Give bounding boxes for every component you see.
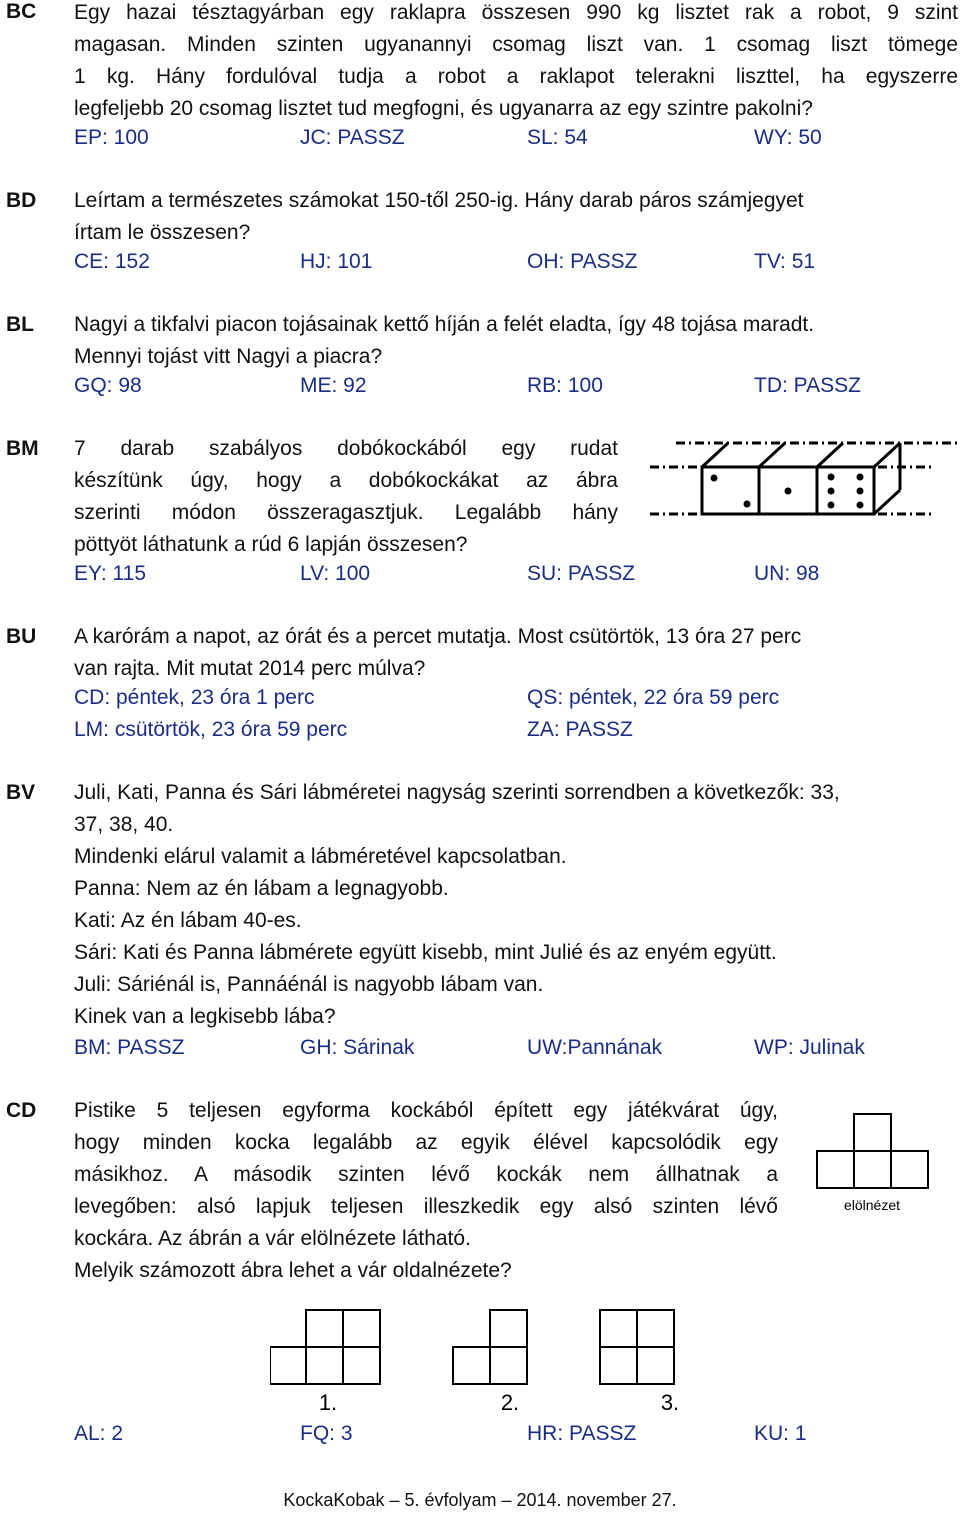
- cube-square: [306, 1310, 343, 1347]
- text-line: hogy minden kocka legalább az egyik élével kapcsolódik egy: [74, 1131, 778, 1154]
- dice-edge: [702, 443, 728, 467]
- figure-label-2: 2.: [500, 1390, 520, 1415]
- answer-option[interactable]: ME: 92: [300, 374, 367, 397]
- text-line: Leírtam a természetes számokat 150-től 250-ig. Hány darab páros számjegyet: [74, 189, 804, 212]
- text-line: Melyik számozott ábra lehet a vár oldalnézete?: [74, 1259, 512, 1282]
- cube-square: [343, 1310, 380, 1347]
- text-line: levegőben: alsó lapjuk teljesen illeszkedik egy alsó szinten lévő: [74, 1195, 778, 1218]
- answer-option[interactable]: EP: 100: [74, 126, 149, 149]
- dice-pip: [828, 488, 835, 495]
- answer-option[interactable]: SL: 54: [527, 126, 588, 149]
- answer-option[interactable]: WY: 50: [754, 126, 822, 149]
- answer-options-bv: [74, 1036, 954, 1068]
- text-line: 1 kg. Hány fordulóval tudja a robot a raklapot telerakni liszttel, ha egyszerre: [74, 65, 958, 88]
- front-view-label: elölnézet: [843, 1197, 901, 1213]
- problem-text-cd: [74, 1095, 778, 1287]
- answer-option[interactable]: TD: PASSZ: [754, 374, 861, 397]
- cube-square: [854, 1151, 891, 1188]
- dice-edge: [759, 443, 785, 467]
- text-line: 7 darab szabályos dobókockából egy rudat: [74, 437, 618, 460]
- text-line: Juli, Kati, Panna és Sári lábméretei nagyság szerinti sorrendben a következők: 33,: [74, 781, 840, 804]
- answer-option[interactable]: UN: 98: [754, 562, 820, 585]
- answer-option[interactable]: HR: PASSZ: [527, 1422, 637, 1445]
- answer-options-bu-row1: [74, 686, 954, 718]
- problem-code-cd: CD: [6, 1099, 37, 1122]
- cube-square: [854, 1114, 891, 1151]
- problem-text-bu: [74, 621, 958, 685]
- text-line: 37, 38, 40.: [74, 813, 174, 836]
- dice-pip: [857, 488, 864, 495]
- cube-square: [891, 1151, 928, 1188]
- answer-options-bu-row2: [74, 718, 954, 750]
- text-line: írtam le összesen?: [74, 221, 251, 244]
- answer-option[interactable]: ZA: PASSZ: [527, 718, 633, 741]
- problem-code-bm: BM: [6, 437, 39, 460]
- problem-code-bd: BD: [6, 189, 37, 212]
- text-line: Egy hazai tésztagyárban egy raklapra összesen 990 kg lisztet rak a robot, 9 szint: [74, 1, 958, 24]
- answer-option[interactable]: JC: PASSZ: [300, 126, 405, 149]
- dice-pip: [857, 474, 864, 481]
- problem-text-bl: [74, 309, 958, 373]
- problem-text-bv: [74, 777, 958, 1033]
- answer-option[interactable]: LV: 100: [300, 562, 371, 585]
- answer-option[interactable]: AL: 2: [74, 1422, 124, 1445]
- cube-square: [453, 1347, 490, 1384]
- figure-label-3: 3.: [660, 1390, 680, 1415]
- cube-square: [490, 1347, 527, 1384]
- text-line: Mennyi tojást vitt Nagyi a piacra?: [74, 345, 383, 368]
- answer-option[interactable]: EY: 115: [74, 562, 147, 585]
- dice-pip: [744, 501, 751, 508]
- answer-option[interactable]: SU: PASSZ: [527, 562, 636, 585]
- dice-pip: [857, 502, 864, 509]
- answer-option[interactable]: FQ: 3: [300, 1422, 353, 1445]
- text-line: A karórám a napot, az órát és a percet mutatja. Most csütörtök, 13 óra 27 perc: [74, 625, 802, 648]
- answer-option[interactable]: CE: 152: [74, 250, 150, 273]
- answer-option[interactable]: RB: 100: [527, 374, 603, 397]
- dice-pip: [828, 474, 835, 481]
- cube-square: [637, 1310, 674, 1347]
- cube-square: [637, 1347, 674, 1384]
- answer-option[interactable]: CD: péntek, 23 óra 1 perc: [74, 686, 315, 709]
- problem-code-bv: BV: [6, 781, 36, 804]
- answer-options-bl: [74, 374, 954, 406]
- dice-edge: [817, 443, 843, 467]
- answer-option[interactable]: HJ: 101: [300, 250, 373, 273]
- cube-square: [600, 1347, 637, 1384]
- cube-square: [306, 1347, 343, 1384]
- answer-option[interactable]: KU: 1: [754, 1422, 807, 1445]
- problem-code-bu: BU: [6, 625, 37, 648]
- problem-text-bd: [74, 185, 958, 249]
- text-line: szerinti módon összeragasztjuk. Legalább hány: [74, 501, 618, 524]
- problem-text-bc: [74, 0, 958, 125]
- dice-pip: [711, 475, 718, 482]
- answer-options-bc: [74, 126, 954, 158]
- answer-option[interactable]: GQ: 98: [74, 374, 142, 397]
- problem-text-bm: [74, 433, 618, 561]
- text-line: van rajta. Mit mutat 2014 perc múlva?: [74, 657, 426, 680]
- answer-options-bd: [74, 250, 954, 282]
- text-line: Panna: Nem az én lábam a legnagyobb.: [74, 877, 449, 900]
- text-line: legfeljebb 20 csomag lisztet tud megfogni, és ugyanarra az egy szintre pakolni?: [74, 97, 813, 120]
- dice-pip: [785, 488, 792, 495]
- dice-rod-figure: [644, 434, 960, 524]
- page-footer: KockaKobak – 5. évfolyam – 2014. november 27.: [283, 1490, 677, 1510]
- text-line: pöttyöt láthatunk a rúd 6 lapján összesen?: [74, 533, 468, 556]
- text-line: Juli: Sáriénál is, Pannáénál is nagyobb lábam van.: [74, 973, 544, 996]
- answer-option[interactable]: QS: péntek, 22 óra 59 perc: [527, 686, 780, 709]
- problem-code-bl: BL: [6, 313, 34, 336]
- answer-option[interactable]: BM: PASSZ: [74, 1036, 185, 1059]
- answer-options-bm: [74, 562, 954, 594]
- dice-edge: [874, 490, 900, 514]
- text-line: Kinek van a legkisebb lába?: [74, 1005, 336, 1028]
- text-line: Nagyi a tikfalvi piacon tojásainak kettő híján a felét eladta, így 48 tojása maradt.: [74, 313, 815, 336]
- problem-code-bc: BC: [6, 0, 37, 23]
- dice-edge: [874, 443, 900, 467]
- answer-option[interactable]: LM: csütörtök, 23 óra 59 perc: [74, 718, 348, 741]
- answer-option[interactable]: UW:Pannának: [527, 1036, 663, 1059]
- answer-option[interactable]: WP: Julinak: [754, 1036, 865, 1059]
- answer-option[interactable]: GH: Sárinak: [300, 1036, 415, 1059]
- text-line: Sári: Kati és Panna lábmérete együtt kisebb, mint Julié és az enyém együtt.: [74, 941, 777, 964]
- answer-options-cd: [74, 1422, 954, 1454]
- text-line: Kati: Az én lábam 40-es.: [74, 909, 302, 932]
- text-line: kockára. Az ábrán a vár elölnézete látható.: [74, 1227, 471, 1250]
- cube-square: [343, 1347, 380, 1384]
- answer-option[interactable]: OH: PASSZ: [527, 250, 638, 273]
- text-line: Pistike 5 teljesen egyforma kockából épített egy játékvárat úgy,: [74, 1099, 778, 1122]
- side-views-figure: [270, 1306, 700, 1416]
- figure-label-1: 1.: [318, 1390, 338, 1415]
- front-view-figure: [810, 1110, 936, 1222]
- text-line: magasan. Minden szinten ugyanannyi csomag liszt van. 1 csomag liszt tömege: [74, 33, 958, 56]
- answer-option[interactable]: TV: 51: [754, 250, 816, 273]
- cube-square: [817, 1151, 854, 1188]
- cube-square: [600, 1310, 637, 1347]
- text-line: másikhoz. A második szinten lévő kockák nem állhatnak a: [74, 1163, 778, 1186]
- cube-square: [270, 1347, 307, 1384]
- text-line: Mindenki elárul valamit a lábméretével kapcsolatban.: [74, 845, 567, 868]
- text-line: készítünk úgy, hogy a dobókockákat az ábra: [74, 469, 618, 492]
- cube-square: [490, 1310, 527, 1347]
- dice-pip: [828, 502, 835, 509]
